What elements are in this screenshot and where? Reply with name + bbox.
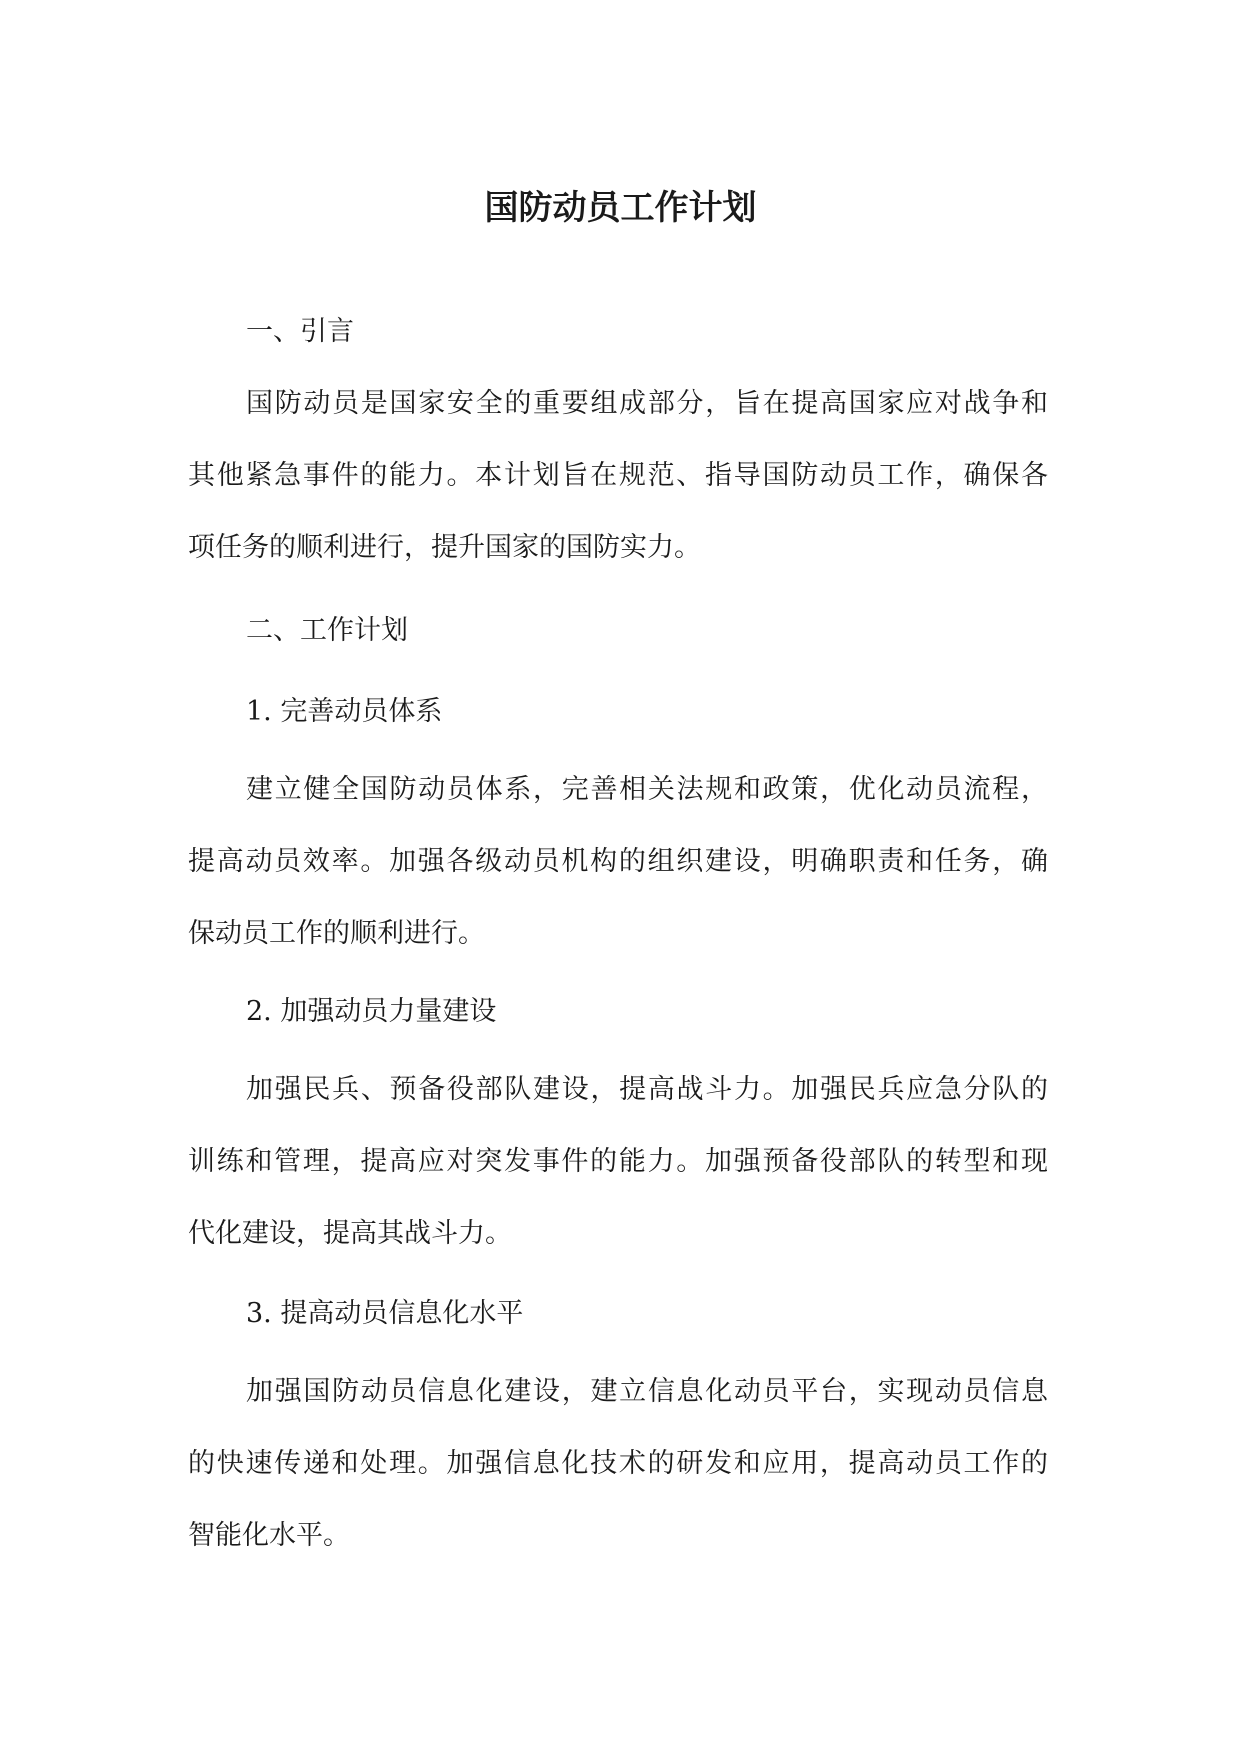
section-heading-introduction: 一、引言: [246, 316, 354, 347]
paragraph-line: 其他紧急事件的能力。本计划旨在规范、指导国防动员工作，确保各: [188, 460, 1048, 491]
paragraph-line: 代化建设，提高其战斗力。: [188, 1218, 512, 1249]
paragraph-line: 的快速传递和处理。加强信息化技术的研发和应用，提高动员工作的: [188, 1448, 1048, 1479]
paragraph-line: 提高动员效率。加强各级动员机构的组织建设，明确职责和任务，确: [188, 846, 1048, 877]
document-title: 国防动员工作计划: [484, 188, 757, 228]
subsection-heading-3: 3. 提高动员信息化水平: [246, 1298, 524, 1329]
subsection-heading-2: 2. 加强动员力量建设: [246, 996, 497, 1027]
section-heading-work-plan: 二、工作计划: [246, 615, 408, 646]
paragraph-line: 建立健全国防动员体系，完善相关法规和政策，优化动员流程，: [246, 774, 1048, 805]
subsection-heading-1: 1. 完善动员体系: [246, 696, 443, 727]
paragraph-line: 智能化水平。: [188, 1520, 350, 1551]
paragraph-line: 项任务的顺利进行，提升国家的国防实力。: [188, 532, 701, 563]
paragraph-line: 训练和管理，提高应对突发事件的能力。加强预备役部队的转型和现: [188, 1146, 1048, 1177]
paragraph-line: 国防动员是国家安全的重要组成部分，旨在提高国家应对战争和: [246, 388, 1048, 419]
paragraph-line: 加强民兵、预备役部队建设，提高战斗力。加强民兵应急分队的: [246, 1074, 1048, 1105]
paragraph-line: 保动员工作的顺利进行。: [188, 918, 485, 949]
paragraph-line: 加强国防动员信息化建设，建立信息化动员平台，实现动员信息: [246, 1376, 1048, 1407]
